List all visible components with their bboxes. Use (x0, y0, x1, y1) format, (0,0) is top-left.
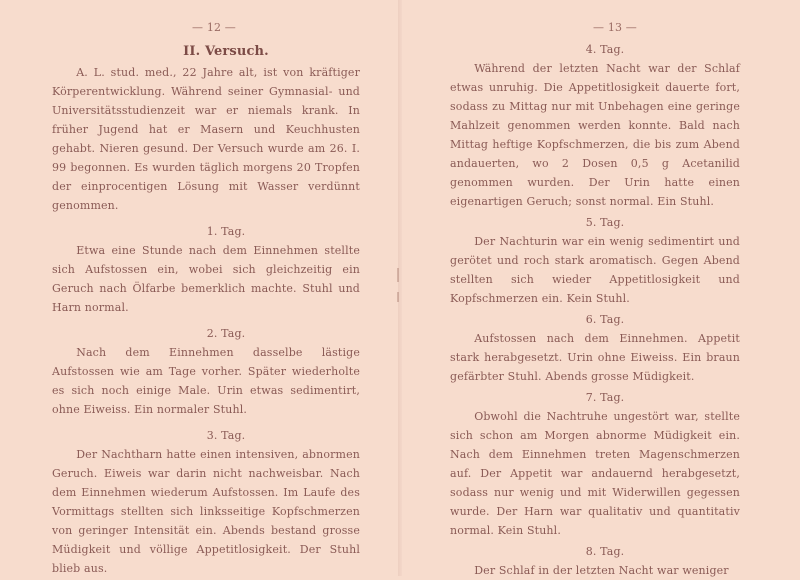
day-7-title: 7. Tag. (585, 391, 625, 404)
day-3-paragraph: Der Nachtharn hatte einen intensiven, abnormen Geruch. Eiweis war darin nicht nachweisbar. Nach dem Einnehmen wiederum Aufstossen. Im Laufe des Vormittags stellten sich linksseitige Kopfschmerzen von geringer Intensität ein. Abends bestand grosse Müdigkeit und völlige Appetitlosigkeit. Der Stuhl blieb aus. (52, 448, 360, 575)
book-gutter (398, 0, 402, 576)
day-4-title: 4. Tag. (585, 43, 625, 56)
page-number: — 13 — (593, 21, 637, 34)
day-7-paragraph: Obwohl die Nachtruhe ungestört war, stellte sich schon am Morgen abnorme Müdigkeit ein. Nach dem Einnehmen treten Magenschmerzen auf. Der Appetit war andauernd herabgesetzt, sodass nur wenig und mit Widerwillen gegessen wurde. Der Harn war qualitativ und quantitativ normal. Kein Stuhl. (450, 410, 740, 537)
right-page (450, 0, 740, 576)
day-2-paragraph: Nach dem Einnehmen dasselbe lästige Aufstossen wie am Tage vorher. Später wiederholte es sich noch einige Male. Urin etwas sedimentirt, ohne Eiweiss. Ein normaler Stuhl. (52, 346, 360, 416)
day-5-title: 5. Tag. (585, 216, 625, 229)
page-number: — 12 — (192, 21, 236, 34)
day-5-paragraph: Der Nachturin war ein wenig sedimentirt und gerötet und roch stark aromatisch. Gegen Abend stellten sich wieder Appetitlosigkeit und Kopfschmerzen ein. Kein Stuhl. (450, 235, 740, 305)
day-8-paragraph: Der Schlaf in der letzten Nacht war weniger (474, 564, 729, 577)
day-8-title: 8. Tag. (585, 545, 625, 558)
day-2-title: 2. Tag. (206, 327, 246, 340)
day-6-paragraph: Aufstossen nach dem Einnehmen. Appetit stark herabgesetzt. Urin ohne Eiweiss. Ein braun gefärbter Stuhl. Abends grosse Müdigkeit. (450, 332, 740, 383)
intro-paragraph: A. L. stud. med., 22 Jahre alt, ist von kräftiger Körperentwicklung. Während seiner Gymnasial- und Universitätsstudienzeit war er niemals krank. In früher Jugend hat er Masern und Keuchhusten gehabt. Nieren gesund. Der Versuch wurde am 26. I. 99 begonnen. Es wurden täglich morgens 20 Tropfen der einprocentigen Lösung mit Wasser verdünnt genommen. (52, 66, 360, 212)
day-6-title: 6. Tag. (585, 313, 625, 326)
day-4-paragraph: Während der letzten Nacht war der Schlaf etwas unruhig. Die Appetitlosigkeit dauerte fort, sodass zu Mittag nur mit Unbehagen eine geringe Mahlzeit genommen werden konnte. Bald nach Mittag heftige Kopfschmerzen, die bis zum Abend andauerten, wo 2 Dosen 0,5 g Acetanilid genommen wurden. Der Urin hatte einen eigenartigen Geruch; sonst normal. Ein Stuhl. (450, 62, 740, 208)
left-page (52, 0, 360, 576)
page-edge-mark (397, 292, 399, 302)
day-1-paragraph: Etwa eine Stunde nach dem Einnehmen stellte sich Aufstossen ein, wobei sich gleichzeitig ein Geruch nach Ölfarbe bemerklich machte. Stuhl und Harn normal. (52, 244, 360, 314)
day-3-title: 3. Tag. (206, 429, 246, 442)
section-heading: II. Versuch. (183, 44, 269, 59)
day-1-title: 1. Tag. (206, 225, 246, 238)
page-edge-mark (397, 268, 399, 282)
